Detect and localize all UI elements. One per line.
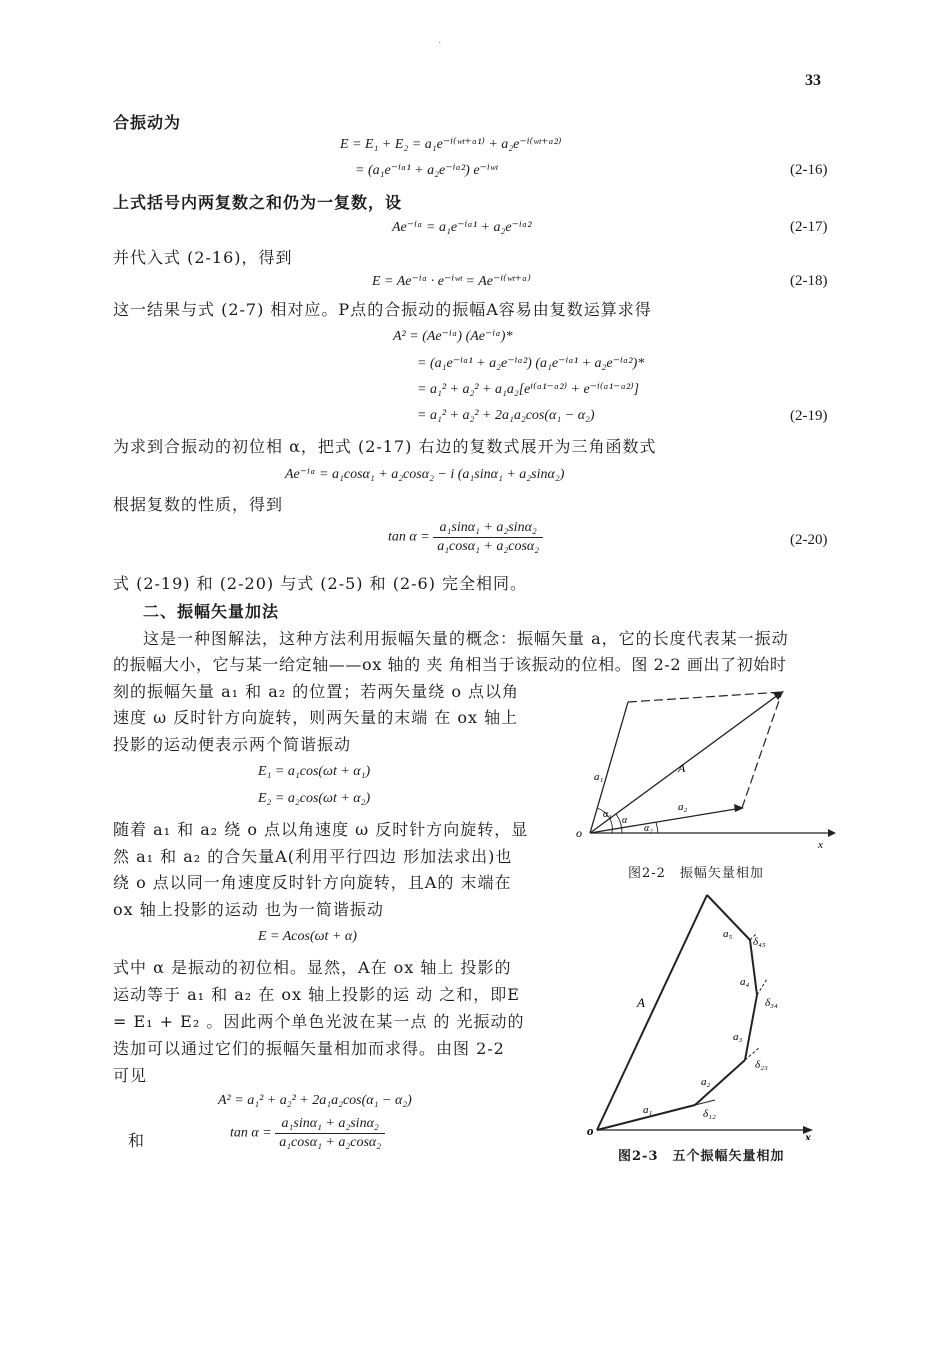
fig22-a1-label-full: a₁: [594, 771, 604, 783]
tan2-denominator: a₁cosα₁ + a₂cosα₂: [279, 1135, 382, 1150]
equation-a2-final: A² = a₁² + a₂² + 2a₁a₂cos(α₁ − α₂): [218, 1093, 412, 1108]
fig23-label-a3: a₃: [733, 1031, 743, 1043]
equation-a-def: Ae⁻ⁱᵅ = a₁e⁻ⁱᵅ¹ + a₂e⁻ⁱᵅ²: [392, 220, 532, 235]
fig22-x-full: x: [818, 839, 823, 851]
equation-number-2-19: (2-19): [790, 408, 828, 424]
fig23-label-d23: δ₂₃: [755, 1059, 768, 1071]
p2-line3: 绕 o 点以同一角速度反时针方向旋转，且A的 末端在: [113, 873, 512, 892]
fig23-label-a4: a₄: [740, 976, 750, 988]
top-mark: ·: [438, 38, 442, 49]
section-heading: 二、振幅矢量加法: [143, 602, 280, 621]
tan2-fraction: [275, 1116, 385, 1151]
tan-fraction: [433, 520, 543, 555]
equation-e-factored: = (a₁e⁻ⁱᵅ¹ + a₂e⁻ⁱᵅ²) e⁻ⁱʷᵗ: [355, 163, 498, 178]
fig23-label-a1: a₁: [643, 1104, 653, 1116]
para-jieguo: 这一结果与式 (2-7) 相对应。P点的合振动的振幅A容易由复数运算求得: [113, 300, 652, 319]
p3-line1: 式中 α 是振动的初位相。显然，A在 ox 轴上 投影的: [113, 958, 512, 977]
para-daidao: 并代入式 (2-16)，得到: [113, 248, 293, 267]
fig23-label-d45: δ₄₅: [753, 936, 766, 948]
p2-line4: ox 轴上投影的运动 也为一简谐振动: [113, 900, 384, 919]
equation-tan-final: [230, 1116, 385, 1151]
p1-line3: 刻的振幅矢量 a₁ 和 a₂ 的位置；若两矢量绕 o 点以角: [113, 682, 520, 701]
fig22-dash-top-full: [628, 692, 782, 702]
figure-2-3: [585, 885, 830, 1140]
p2-line1: 随着 a₁ 和 a₂ 绕 o 点以角速度 ω 反时针方向旋转，显: [113, 820, 529, 839]
equation-tan-alpha: [388, 520, 543, 555]
p1-line5: 投影的运动便表示两个简谐振动: [113, 735, 352, 754]
tan2-numerator: a₁sinα₁ + a₂sinα₂: [275, 1116, 385, 1134]
p1-line1: 这是一种图解法，这种方法利用振幅矢量的概念：振幅矢量 a，它的长度代表某一振动: [143, 629, 789, 648]
he-label: 和: [128, 1131, 146, 1150]
para-heji: 合振动为: [113, 113, 182, 132]
para-xiangtong: 式 (2-19) 和 (2-20) 与式 (2-5) 和 (2-6) 完全相同。: [113, 574, 528, 593]
fig22-arc-a2-full: [656, 822, 658, 833]
equation-a2-line4: = a₁² + a₂² + 2a₁a₂cos(α₁ − α₂): [417, 408, 595, 423]
fig23-vector-a4: [750, 940, 757, 995]
p1-line2: 的振幅大小，它与某一给定轴——ox 轴的 夹 角相当于该振动的位相。图 2-2 画出了初始时: [113, 655, 787, 674]
fig22-alpha2-full: α₂: [644, 823, 653, 834]
equation-number-2-18: (2-18): [790, 273, 828, 289]
equation-a2-line1: A² = (Ae⁻ⁱᵅ) (Ae⁻ⁱᵅ)*: [393, 329, 513, 344]
fig23-caption: 图2-3 五个振幅矢量相加: [618, 1149, 785, 1164]
fig23-label-o: o: [587, 1123, 594, 1138]
tan-denominator: a₁cosα₁ + a₂cosα₂: [437, 539, 540, 554]
equation-e1-cos: E₁ = a₁cos(ωt + α₁): [258, 764, 371, 779]
fig23-label-A: A: [637, 995, 645, 1010]
fig23-label-d34: δ₃₄: [765, 997, 778, 1009]
tan2-lhs: tan α =: [230, 1125, 272, 1141]
fig22-caption: 图2-2 振幅矢量相加: [628, 866, 764, 881]
fig22-alpha1-full: α₁: [603, 809, 612, 820]
equation-e-cos: E = Acos(ωt + α): [258, 929, 357, 944]
page-number: 33: [805, 72, 821, 89]
p3-line2: 运动等于 a₁ 和 a₂ 在 ox 轴上投影的运 动 之和，即E: [113, 985, 520, 1004]
fig22-dash-right-full: [742, 692, 782, 808]
equation-number-2-20: (2-20): [790, 532, 828, 548]
tan-lhs: tan α =: [388, 529, 430, 545]
equation-number-2-17: (2-17): [790, 219, 828, 235]
fig22-a2-label-full: a₂: [678, 801, 688, 813]
fig23-label-a2: a₂: [701, 1076, 711, 1088]
fig23-delta34-tick: [757, 979, 767, 995]
equation-a2-line2: = (a₁e⁻ⁱᵅ¹ + a₂e⁻ⁱᵅ²) (a₁e⁻ⁱᵅ¹ + a₂e⁻ⁱᵅ²)*: [417, 356, 645, 371]
fig22-alpha-full: α: [622, 815, 628, 826]
equation-e2-cos: E₂ = a₂cos(ωt + α₂): [258, 791, 371, 806]
para-chuwei: 为求到合振动的初位相 α，把式 (2-17) 右边的复数式展开为三角函数式: [113, 437, 657, 456]
p3-line4: 迭加可以通过它们的振幅矢量相加而求得。由图 2-2: [113, 1039, 505, 1058]
tan-numerator: a₁sinα₁ + a₂sinα₂: [433, 520, 543, 538]
p2-line2: 然 a₁ 和 a₂ 的合矢量A(利用平行四边 形加法求出)也: [113, 847, 513, 866]
fig23-label-x: x: [805, 1130, 811, 1140]
equation-e-sum: E = E₁ + E₂ = a₁e⁻ⁱ⁽ʷᵗ⁺ᵅ¹⁾ + a₂e⁻ⁱ⁽ʷᵗ⁺ᵅ²⁾: [340, 137, 562, 152]
fig23-label-d12: δ₁₂: [703, 1108, 716, 1120]
figure-2-2-vectors: [570, 680, 840, 860]
p1-line4: 速度 ω 反时针方向旋转，则两矢量的末端 在 ox 轴上: [113, 708, 519, 727]
equation-e-result: E = Ae⁻ⁱᵅ · e⁻ⁱʷᵗ = Ae⁻ⁱ⁽ʷᵗ⁺ᵅ⁾: [372, 274, 531, 289]
fig23-label-a5: a₅: [723, 928, 733, 940]
equation-trig-expansion: Ae⁻ⁱᵅ = a₁cosα₁ + a₂cosα₂ − i (a₁sinα₁ + a₂sinα₂): [285, 467, 565, 482]
para-kuohao: 上式括号内两复数之和仍为一复数，设: [113, 193, 403, 212]
fig23-vector-A: [597, 895, 707, 1130]
fig22-o-full: o: [576, 826, 582, 840]
para-xingzhi: 根据复数的性质，得到: [113, 495, 284, 514]
fig22-x-arrow-full: [828, 829, 836, 837]
fig23-vector-a3: [745, 995, 757, 1060]
equation-number-2-16: (2-16): [790, 162, 828, 178]
p3-line5: 可见: [113, 1066, 148, 1085]
p3-line3: = E₁ + E₂ 。因此两个单色光波在某一点 的 光振动的: [113, 1012, 525, 1031]
fig22-A-label-full: A: [678, 761, 686, 775]
equation-a2-line3: = a₁² + a₂² + a₁a₂[eⁱ⁽ᵅ¹⁻ᵅ²⁾ + e⁻ⁱ⁽ᵅ¹⁻ᵅ²⁾]: [417, 382, 640, 397]
